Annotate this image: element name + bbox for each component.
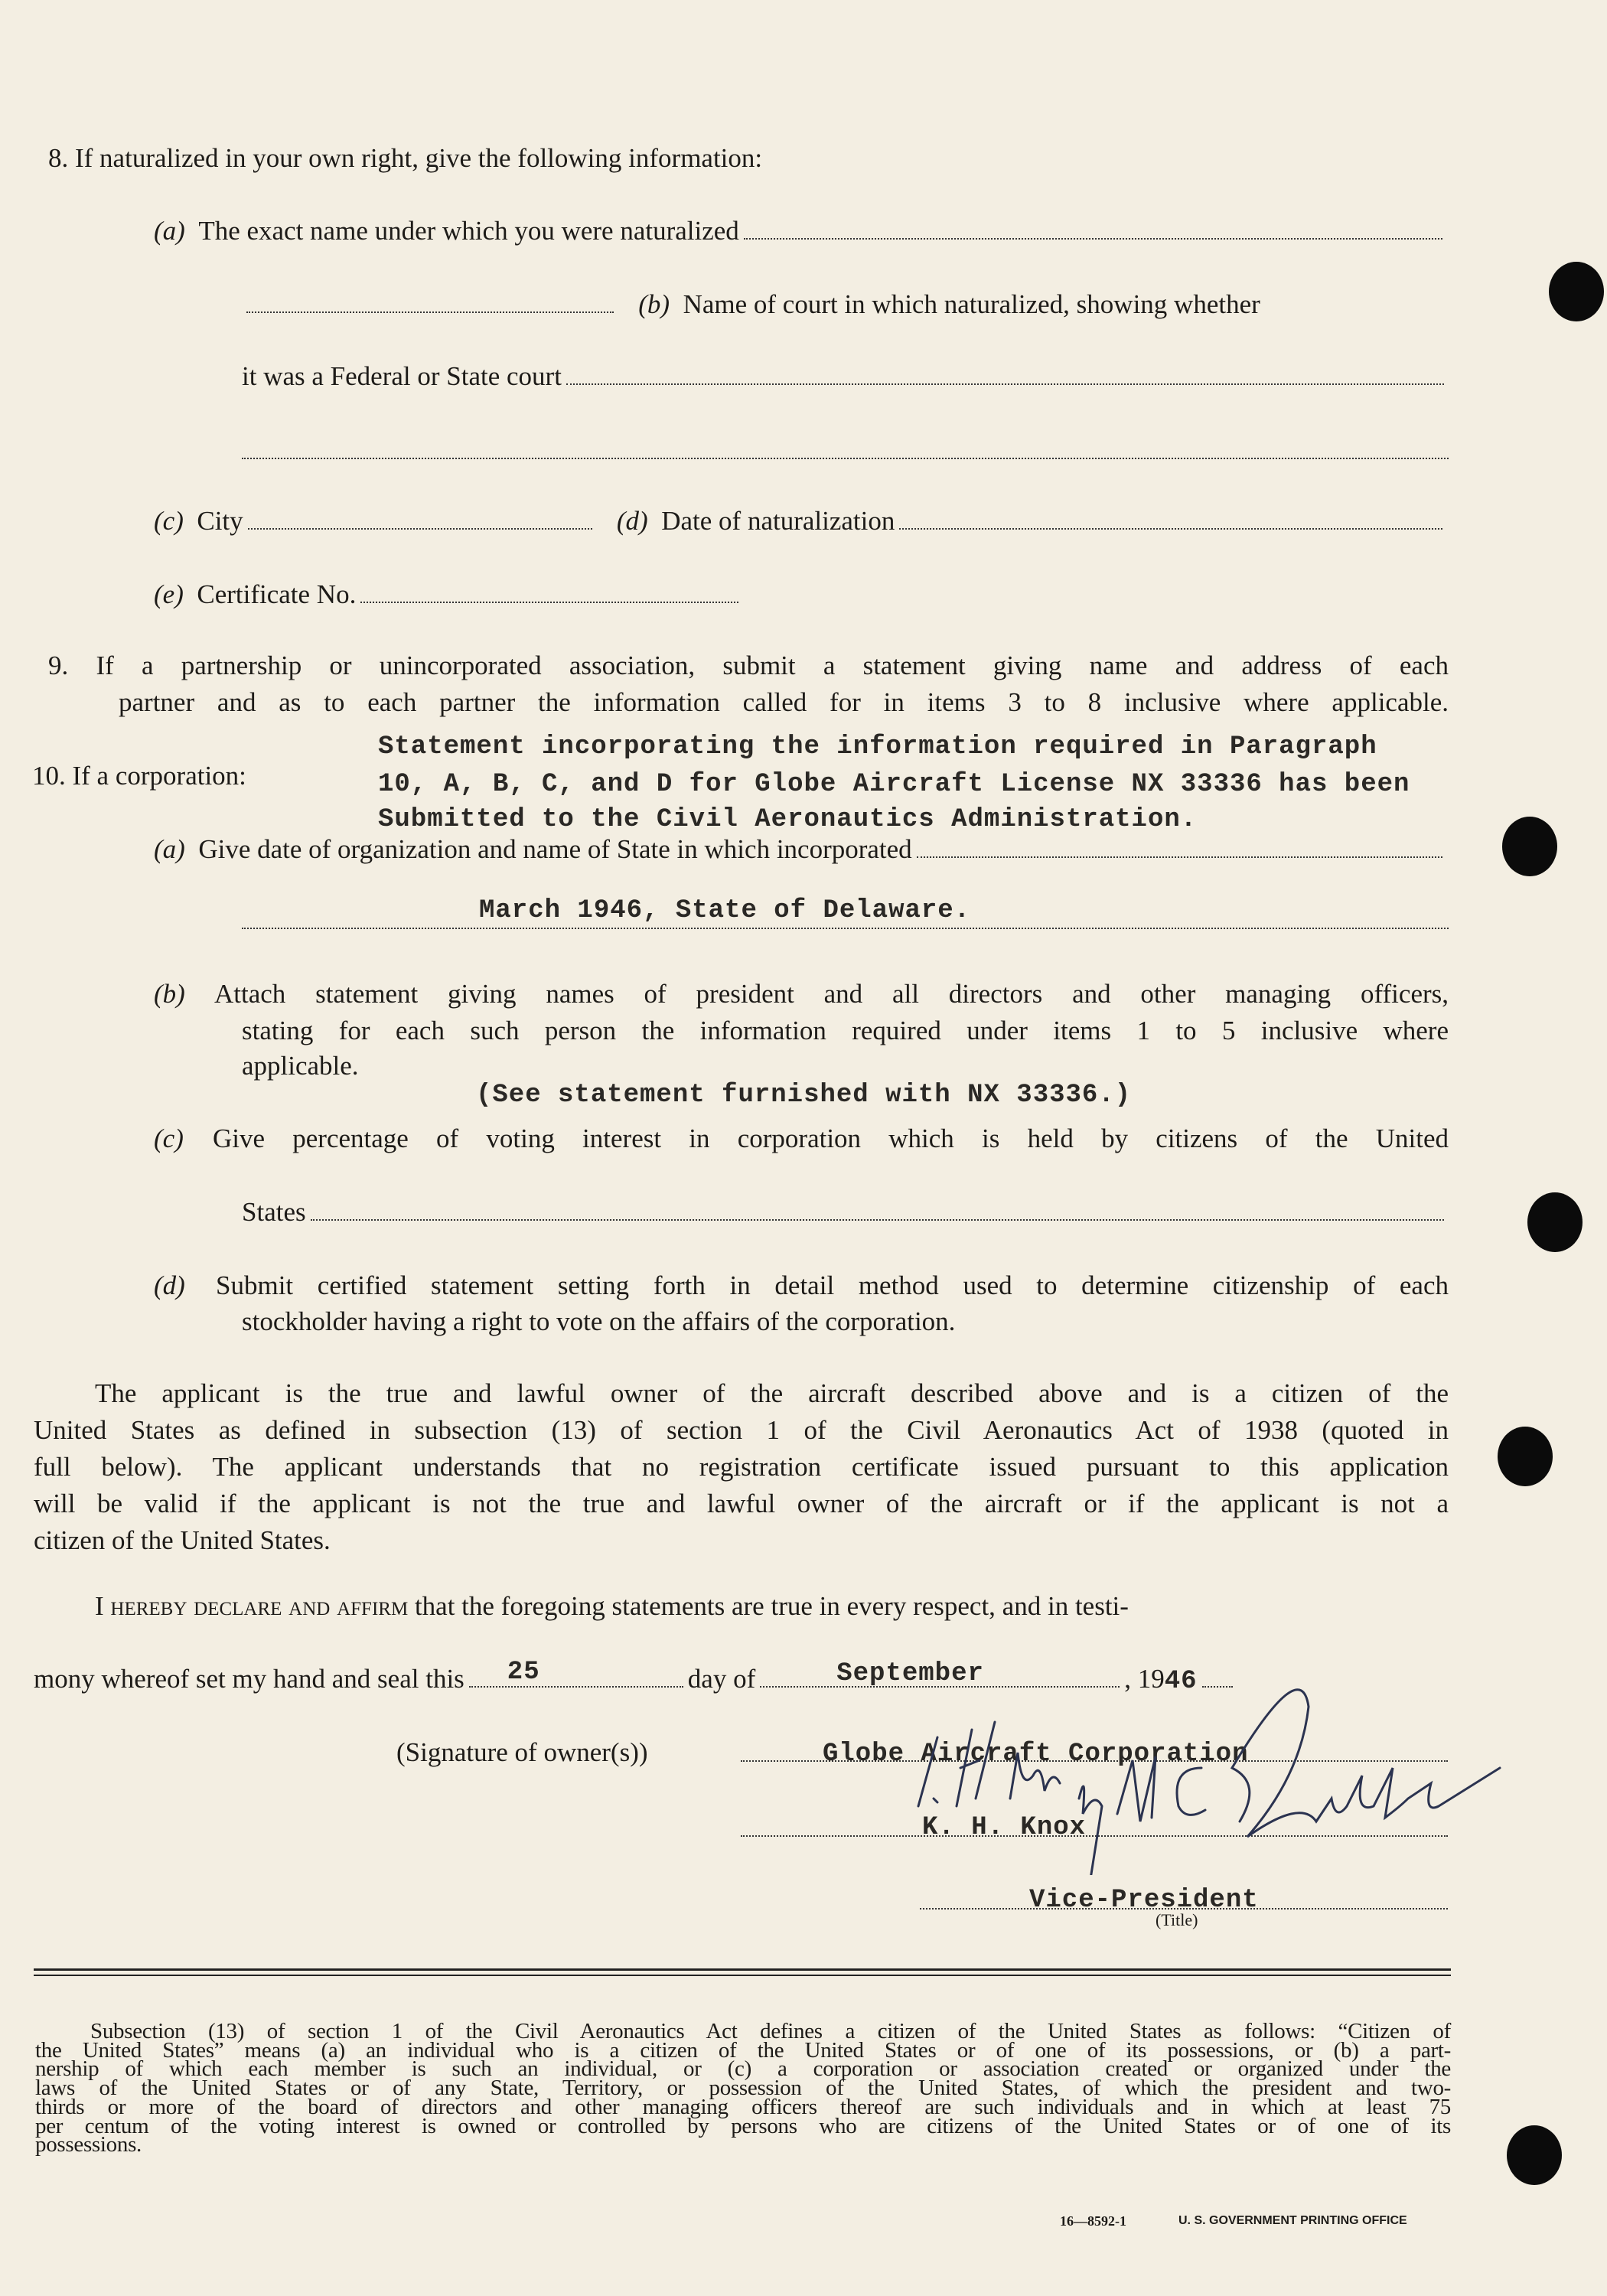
item8-c-d [154, 506, 1447, 536]
declaration-line: will be valid if the applicant is not the true and lawful owner of the aircraft or if the applicant is not a [34, 1489, 1449, 1518]
label: (b) [154, 979, 185, 1009]
text: Give date of organization and name of State in which incorporated [198, 834, 912, 864]
punch-hole [1549, 262, 1604, 321]
item10-d-line: Submit certified statement setting forth in detail method used to determine citizenship of each [216, 1270, 1449, 1300]
day-field[interactable] [469, 1658, 683, 1688]
footer-line: nership of which each member is such an individual, or (c) a corporation or association created or organized under the [35, 2056, 1451, 2082]
label: (e) [154, 579, 184, 609]
affirm-line [95, 1591, 1449, 1622]
date-naturalization-field[interactable] [899, 510, 1442, 530]
footer-line: laws of the United States or of any State, Territory, or possession of the United States, of which the president and two- [35, 2076, 1451, 2101]
organization-value: March 1946, State of Delaware. [479, 896, 971, 925]
item9-line2: partner and as to each partner the information called for in items 3 to 8 inclusive where applicable. [119, 687, 1449, 717]
certificate-field[interactable] [360, 583, 738, 603]
item10-b-label [154, 979, 185, 1009]
footer-line: thirds or more of the board of directors and other managing officers thereof are such individuals and in which at least 75 [35, 2094, 1451, 2119]
year-prefix: , 19 [1124, 1664, 1165, 1694]
declaration-line: United States as defined in subsection (13) of section 1 of the Civil Aeronautics Act of 1938 (quoted in [34, 1415, 1449, 1445]
day-value: 25 [507, 1658, 540, 1687]
typed-statement-line: 10, A, B, C, and D for Globe Aircraft License NX 33336 has been [378, 770, 1410, 799]
item10-c-text: Give percentage of voting interest in corporation which is held by citizens of the United [213, 1124, 1449, 1153]
item9-line1: 9. If a partnership or unincorporated association, submit a statement giving name and address of each [48, 651, 1449, 680]
footer-line: Subsection (13) of section 1 of the Civil Aeronautics Act defines a citizen of the United States as follows: “Citizen of [90, 2019, 1451, 2043]
day-of-label: day of [687, 1664, 756, 1694]
affirm-rest: that the foregoing statements are true in every respect, and in testi- [414, 1591, 1129, 1621]
text: The exact name under which you were naturalized [198, 216, 739, 246]
year-value: 46 [1164, 1667, 1198, 1696]
item10-a [154, 834, 1447, 865]
month-value: September [836, 1659, 984, 1688]
affirm-caps: I hereby declare and affirm [95, 1591, 409, 1621]
text: Date of naturalization [661, 506, 895, 536]
footer-line: the United States” means (a) an individual who is a citizen of the United States or of one of its possessions, or (b) a part- [35, 2037, 1451, 2063]
title-label: (Title) [1156, 1910, 1198, 1929]
owner-typed-name: Globe Aircraft Corporation [823, 1740, 1249, 1769]
footer-definition [35, 2019, 1451, 2157]
punch-hole [1527, 1192, 1583, 1252]
punch-hole [1498, 1427, 1553, 1486]
item10-c2 [242, 1197, 1449, 1228]
label: (b) [638, 289, 670, 319]
text: States [242, 1197, 306, 1227]
item8-b [242, 289, 1449, 320]
item8-a [154, 216, 1447, 246]
item10-b-line: applicable. [242, 1051, 359, 1081]
text: Certificate No. [197, 579, 357, 609]
item10-c-label [154, 1124, 184, 1154]
title-value: Vice-President [1029, 1886, 1259, 1915]
declaration-line: The applicant is the true and lawful owner of the aircraft described above and is a citizen of the [95, 1378, 1449, 1408]
punch-hole [1507, 2125, 1562, 2185]
item10-b-line: stating for each such person the information required under items 1 to 5 inclusive where [242, 1016, 1449, 1045]
handwritten-signature [903, 1684, 1530, 1875]
signature-label: (Signature of owner(s)) [396, 1737, 648, 1767]
item10-b-value: (See statement furnished with NX 33336.) [476, 1081, 1132, 1110]
text: Name of court in which naturalized, showing whether [683, 289, 1260, 319]
court-field[interactable] [566, 365, 1444, 385]
label: (c) [154, 1124, 184, 1153]
item10-b-line: Attach statement giving names of president and all directors and other managing officers, [214, 979, 1449, 1009]
item8-b2 [242, 361, 1449, 392]
label: (d) [154, 1270, 185, 1300]
organization-value-field[interactable] [242, 928, 1449, 929]
divider [34, 1968, 1451, 1976]
label: (a) [154, 834, 185, 864]
typed-statement-line: Submitted to the Civil Aeronautics Administration. [378, 805, 1198, 834]
city-field[interactable] [248, 510, 592, 530]
label: (a) [154, 216, 185, 246]
footer-line: possessions. [35, 2132, 142, 2157]
punch-hole [1502, 817, 1557, 876]
declaration-line: citizen of the United States. [34, 1525, 331, 1555]
court-field-cont[interactable] [242, 458, 1449, 459]
signer-typed-name: K. H. Knox [922, 1813, 1087, 1842]
organization-field[interactable] [917, 838, 1442, 858]
text: City [197, 506, 243, 536]
label: (d) [616, 506, 648, 536]
footer-line: per centum of the voting interest is owned or controlled by persons who are citizens of the United States or of one of its [35, 2113, 1451, 2138]
naturalized-name-field-cont[interactable] [246, 293, 614, 313]
text: it was a Federal or State court [242, 361, 562, 391]
voting-interest-field[interactable] [311, 1201, 1444, 1221]
item8-e [154, 579, 743, 610]
item10-title: 10. If a corporation: [32, 761, 246, 791]
item8-title: 8. If naturalized in your own right, give the following information: [48, 143, 763, 173]
typed-statement-line: Statement incorporating the information required in Paragraph [378, 732, 1377, 762]
form-number: 16—8592-1 [1060, 2213, 1126, 2229]
item10-d-line: stockholder having a right to vote on the affairs of the corporation. [242, 1306, 956, 1336]
declaration-line: full below). The applicant understands that no registration certificate issued pursuant to this application [34, 1452, 1449, 1482]
item10-d-label [154, 1270, 185, 1301]
text: mony whereof set my hand and seal this [34, 1664, 464, 1694]
label: (c) [154, 506, 184, 536]
printer-imprint: U. S. GOVERNMENT PRINTING OFFICE [1178, 2214, 1407, 2227]
naturalized-name-field[interactable] [744, 220, 1442, 240]
